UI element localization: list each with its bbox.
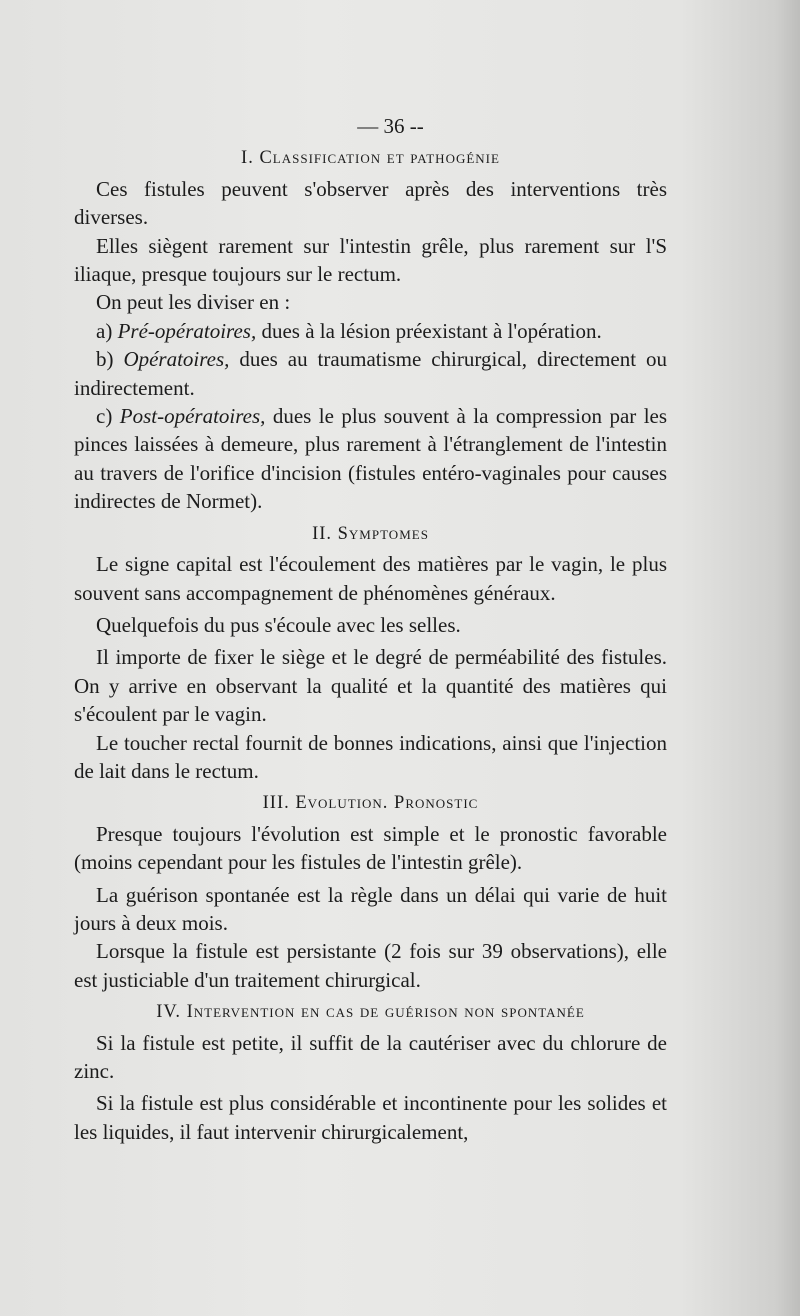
list-term: Pré-opératoires, bbox=[117, 318, 257, 343]
section-heading-classification: I. Classification et pathogénie bbox=[241, 148, 500, 169]
page-text bbox=[74, 112, 667, 1146]
paragraph: Le toucher rectal fournit de bonnes indications, ainsi que l'injection de lait dans le rectum. bbox=[74, 730, 667, 783]
paragraph: Lorsque la fistule est persistante (2 fois sur 39 observations), elle est justiciable d'un traitement chirurgical. bbox=[74, 939, 667, 992]
section-heading-intervention: IV. Intervention en cas de guérison non spontanée bbox=[156, 1002, 585, 1023]
paragraph: Presque toujours l'évolution est simple et le pronostic favorable (moins cependant pour les fistules de l'intestin grêle). bbox=[74, 821, 667, 875]
list-term: Post-opératoires, bbox=[119, 404, 266, 429]
paragraph: Le signe capital est l'écoulement des matières par le vagin, le plus souvent sans accompagnement de phénomènes généraux. bbox=[74, 552, 667, 605]
section-heading-evolution: III. Evolution. Pronostic bbox=[262, 793, 479, 814]
paragraph: Il importe de fixer le siège et le degré de perméabilité des fistules. On y arrive en observant la qualité et la quantité des matières qui s'écoulent par le vagin. bbox=[74, 645, 667, 727]
page-number: — 36 -- bbox=[357, 114, 424, 138]
list-item: c) Post-opératoires, dues le plus souvent à la compression par les pinces laissées à demeure, plus rarement à l'étranglement de l'intestin au travers de l'orifice d'incision (fistules entéro-vaginales pour causes indirectes de Normet). bbox=[74, 404, 668, 514]
paragraph: La guérison spontanée est la règle dans un délai qui varie de huit jours à deux mois. bbox=[74, 882, 667, 935]
paragraph: Ces fistules peuvent s'observer après des interventions très diverses. bbox=[74, 176, 667, 230]
list-term: Opératoires, bbox=[123, 347, 230, 372]
section-heading-symptomes: II. Symptomes bbox=[312, 523, 429, 544]
paragraph: Elles siègent rarement sur l'intestin grêle, plus rarement sur l'S iliaque, presque toujours sur le rectum. bbox=[74, 233, 667, 287]
paragraph: Quelquefois du pus s'écoule avec les selles. bbox=[96, 612, 461, 637]
paragraph: On peut les diviser en : bbox=[96, 290, 291, 315]
paragraph: Si la fistule est petite, il suffit de la cautériser avec du chlorure de zinc. bbox=[74, 1030, 667, 1083]
list-item: a) Pré-opératoires, dues à la lésion préexistant à l'opération. bbox=[96, 318, 602, 343]
list-item: b) Opératoires, dues au traumatisme chirurgical, directement ou indirectement. bbox=[74, 347, 668, 400]
paragraph: Si la fistule est plus considérable et incontinente pour les solides et les liquides, il faut intervenir chirurgicalement, bbox=[74, 1091, 667, 1144]
